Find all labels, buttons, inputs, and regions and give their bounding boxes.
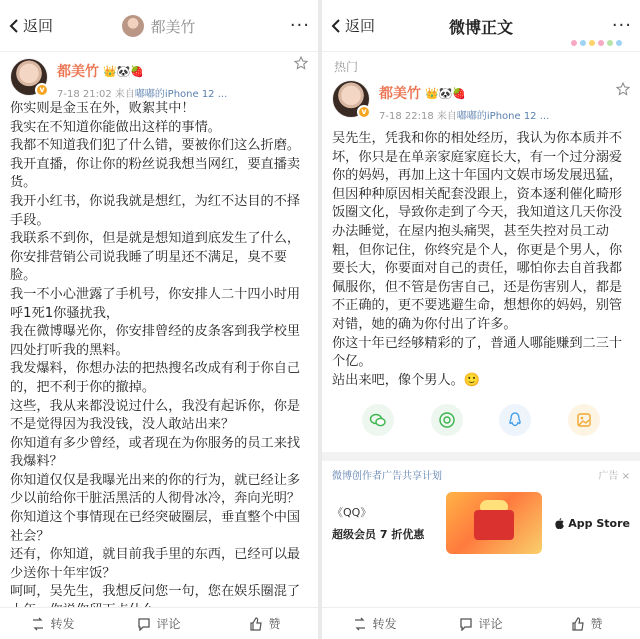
app-store-link[interactable] bbox=[554, 517, 630, 530]
post-time: 7-18 22:18 bbox=[379, 111, 434, 122]
share-qq-button[interactable] bbox=[499, 404, 531, 436]
post-paragraph: 这些，我从来都没说过什么，我没有起诉你，你是不是觉得因为我没钱，没人敢站出来？ bbox=[10, 398, 301, 433]
post-paragraph: 我实在不知道你能做出这样的事情。 bbox=[10, 119, 221, 135]
repost-icon bbox=[353, 617, 367, 631]
star-icon[interactable] bbox=[294, 56, 308, 70]
wechat-icon bbox=[369, 411, 387, 429]
post-paragraph: 我都不知道我们犯了什么错，要被你们这么折磨。 bbox=[10, 138, 301, 154]
user-avatar[interactable] bbox=[10, 58, 48, 96]
comment-icon bbox=[459, 617, 473, 631]
repost-label: 转发 bbox=[50, 617, 75, 631]
comment-button[interactable] bbox=[106, 608, 212, 639]
post-paragraph: 你知道仅仅是我曝光出来的你的行为，就已经让多少以前给你干脏活黑活的人彻骨冰冷，奔向光明？ bbox=[10, 472, 301, 507]
ad-brand[interactable]: 微博创作者广告共享计划 bbox=[332, 471, 442, 483]
post-username[interactable]: 都美竹 bbox=[57, 64, 99, 80]
right-post-header bbox=[322, 78, 640, 128]
user-badges: 👑🐼🍓 bbox=[425, 86, 467, 100]
repost-label: 转发 bbox=[372, 617, 397, 631]
post-device[interactable]: 嘟嘟的iPhone 12 ... bbox=[134, 89, 228, 100]
ad-image[interactable] bbox=[446, 492, 542, 554]
post-paragraph: 你实则是金玉在外，败絮其中！ bbox=[10, 101, 195, 116]
post-paragraph: 我发爆料，你想办法的把热搜名改成有利于你自己的，把不利于你的撤掉。 bbox=[10, 361, 301, 395]
apple-icon bbox=[554, 517, 565, 530]
app-store-label: App Store bbox=[568, 516, 630, 530]
like-label: 赞 bbox=[268, 617, 281, 631]
source-prefix: 来自 bbox=[436, 111, 457, 122]
comment-icon bbox=[137, 617, 151, 631]
verified-badge-icon: v bbox=[35, 83, 49, 97]
comment-button[interactable] bbox=[428, 608, 534, 639]
repost-button[interactable] bbox=[322, 608, 428, 639]
star-icon[interactable] bbox=[616, 82, 630, 96]
left-action-bar bbox=[0, 607, 318, 639]
post-paragraph: 还有，你知道，就目前我手里的东西，已经可以最少送你十年牢饭？ bbox=[10, 547, 301, 581]
like-button[interactable] bbox=[212, 608, 318, 639]
user-badges: 👑🐼🍓 bbox=[103, 64, 145, 78]
share-moments-button[interactable] bbox=[431, 404, 463, 436]
left-post-content bbox=[0, 96, 318, 621]
left-more-button[interactable]: ··· bbox=[289, 15, 310, 36]
like-button[interactable] bbox=[534, 608, 640, 639]
close-icon[interactable]: × bbox=[621, 471, 630, 483]
ad-tag[interactable]: 广告 × bbox=[598, 471, 630, 483]
share-wechat-button[interactable] bbox=[362, 404, 394, 436]
left-post-screen bbox=[0, 0, 318, 639]
left-nav-bar bbox=[0, 0, 318, 52]
source-prefix: 来自 bbox=[114, 89, 135, 100]
hot-label: 热门 bbox=[334, 60, 359, 74]
left-back-label: 返回 bbox=[23, 17, 54, 35]
moments-icon bbox=[438, 411, 456, 429]
post-time: 7-18 21:02 bbox=[57, 89, 112, 100]
chevron-left-icon bbox=[330, 18, 342, 34]
post-paragraph: 你知道这个事情现在已经突破圈层，垂直整个中国社会？ bbox=[10, 510, 301, 544]
left-back-button[interactable] bbox=[8, 15, 53, 36]
right-back-label: 返回 bbox=[345, 17, 376, 35]
post-paragraph: 我联系不到你，但是就是想知道到底发生了什么，你安排营销公司说我睡了明星还不满足，臭不要脸。 bbox=[10, 231, 301, 284]
verified-badge-icon: v bbox=[357, 105, 371, 119]
right-more-button[interactable]: ··· bbox=[611, 15, 632, 36]
ad-product: 《QQ》 bbox=[332, 506, 372, 520]
post-paragraph: 我开小红书，你说我就是想红，为红不达目的不择手段。 bbox=[10, 193, 301, 228]
chevron-left-icon bbox=[8, 18, 20, 34]
right-nav-bar bbox=[322, 0, 640, 52]
post-username[interactable]: 都美竹 bbox=[379, 86, 421, 102]
post-meta bbox=[57, 85, 227, 100]
share-row bbox=[322, 390, 640, 452]
post-paragraph: 我开直播，你让你的粉丝说我想当网红，要直播卖货。 bbox=[10, 156, 301, 191]
post-paragraph: 呵呵，吴先生，我想反问您一句，您在娱乐圈混了 bbox=[10, 584, 301, 600]
user-avatar[interactable] bbox=[332, 80, 370, 118]
qq-icon bbox=[506, 411, 524, 429]
ad-offer: 超级会员 7 折优惠 bbox=[332, 528, 425, 542]
like-label: 赞 bbox=[590, 617, 603, 631]
share-image-button[interactable] bbox=[568, 404, 600, 436]
right-back-button[interactable] bbox=[330, 15, 375, 36]
thumbs-up-icon bbox=[249, 617, 263, 631]
post-meta bbox=[379, 107, 549, 122]
image-icon bbox=[575, 411, 593, 429]
post-paragraph: 你这十年已经够精彩的了，普通人哪能赚到二三十个亿。 bbox=[332, 335, 623, 370]
nav-username: 都美竹 bbox=[150, 17, 196, 36]
post-device[interactable]: 嘟嘟的iPhone 12 ... bbox=[456, 111, 550, 122]
left-post-header bbox=[0, 52, 318, 100]
page-title: 微博正文 bbox=[448, 17, 513, 37]
right-post-screen bbox=[322, 0, 640, 639]
post-paragraph: 站出来吧，像个男人。🙂 bbox=[332, 372, 481, 388]
post-paragraph: 我在微博曝光你，你安排曾经的皮条客到我学校里四处打听我的黑料。 bbox=[10, 324, 301, 358]
post-paragraph: 我一不小心泄露了手机号，你安排人二十四小时用呼1死1你骚扰我， bbox=[10, 286, 301, 321]
right-action-bar bbox=[322, 607, 640, 639]
comment-label: 评论 bbox=[156, 617, 181, 631]
nav-avatar bbox=[122, 15, 144, 37]
ad-card[interactable] bbox=[322, 461, 640, 577]
repost-button[interactable] bbox=[0, 608, 106, 639]
thumbs-up-icon bbox=[571, 617, 585, 631]
right-post-content bbox=[322, 128, 640, 390]
repost-icon bbox=[31, 617, 45, 631]
bunting-decoration bbox=[571, 40, 622, 46]
post-paragraph: 吴先生，凭我和你的相处经历，我认为你本质并不坏，你只是在单亲家庭家庭长大，有一个过分溺爱你的妈妈，再加上这十年国内文娱市场发展迅猛，但因种种原因相关配套没跟上，资本逐利催化畸形饭圈文化，导致你走到了今天，我知道这几天你没办法睡觉，在屋内抱头痛哭，甚至失控对员工动粗，但你记住，你终究是个人，你更是个男人，你要长大，你要面对自己的责任，哪怕你去自首我都佩服你，但不管是伤害自己，还是伤害别人，都是不正确的，更不要逃避生命，想想你的妈妈，别管对错，她的确为你付出了许多。 bbox=[332, 131, 623, 332]
post-paragraph: 你知道有多少曾经，或者现在为你服务的员工来找我爆料？ bbox=[10, 435, 301, 470]
section-divider bbox=[322, 452, 640, 461]
comment-label: 评论 bbox=[478, 617, 503, 631]
